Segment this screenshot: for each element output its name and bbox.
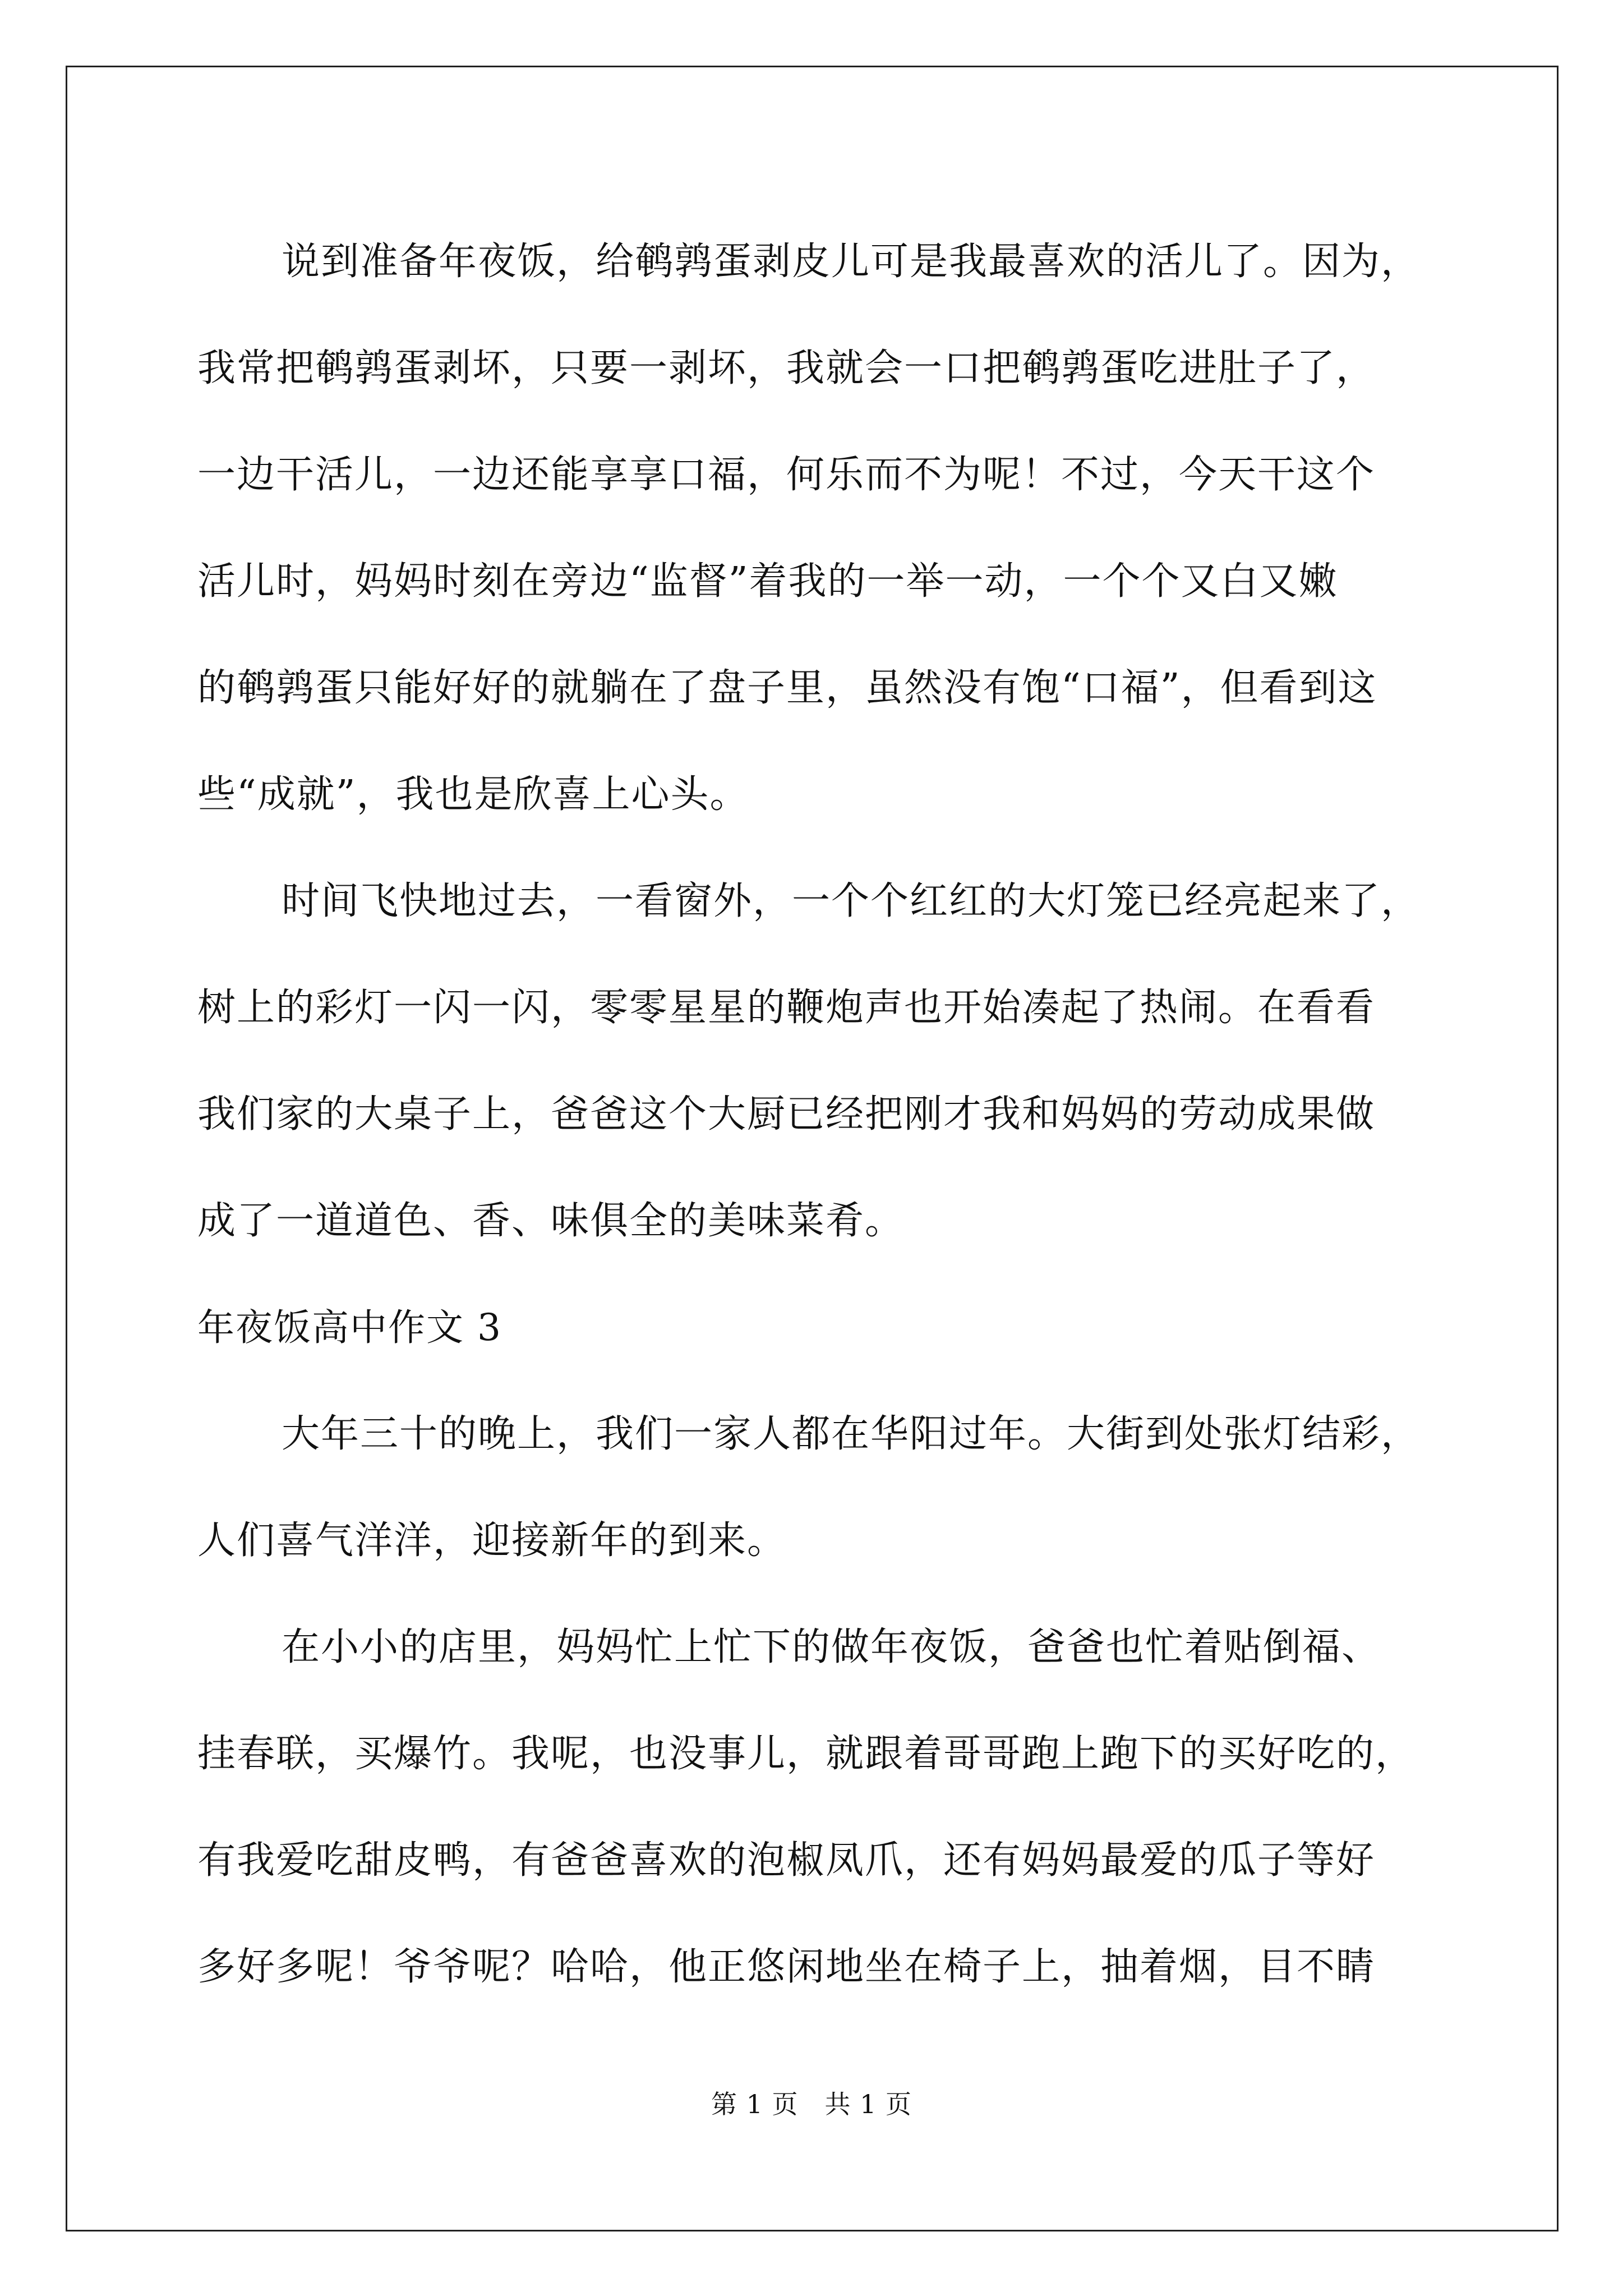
paragraph-line: 人们喜气洋洋，迎接新年的到来。 xyxy=(197,1519,787,1563)
paragraph-line: 挂春联，买爆竹。我呢，也没事儿，就跟着哥哥跑上跑下的买好吃的， xyxy=(197,1732,1415,1776)
paragraph-line: 一边干活儿，一边还能享享口福，何乐而不为呢！不过，今天干这个 xyxy=(197,453,1376,497)
paragraph-line: 说到准备年夜饭，给鹌鹑蛋剥皮儿可是我最喜欢的活儿了。因为， xyxy=(282,240,1421,284)
paragraph-line: 有我爱吃甜皮鸭，有爸爸喜欢的泡椒凤爪，还有妈妈最爱的瓜子等好 xyxy=(197,1838,1376,1883)
paragraph-line: 大年三十的晚上，我们一家人都在华阳过年。大街到处张灯结彩， xyxy=(282,1412,1421,1456)
paragraph-line: 活儿时，妈妈时刻在旁边“监督”着我的一举一动，一个个又白又嫩 xyxy=(197,559,1338,604)
page-footer: 第 1 页 共 1 页 xyxy=(711,2089,912,2119)
paragraph-line: 树上的彩灯一闪一闪，零零星星的鞭炮声也开始凑起了热闹。在看看 xyxy=(197,986,1376,1030)
paragraph-line: 多好多呢！爷爷呢？哈哈，他正悠闲地坐在椅子上，抽着烟，目不睛 xyxy=(197,1945,1376,1989)
section-heading: 年夜饭高中作文 3 xyxy=(197,1306,502,1349)
paragraph-line: 我们家的大桌子上，爸爸这个大厨已经把刚才我和妈妈的劳动成果做 xyxy=(197,1092,1376,1137)
paragraph-line: 成了一道道色、香、味俱全的美味菜肴。 xyxy=(197,1199,905,1243)
paragraph-line: 在小小的店里，妈妈忙上忙下的做年夜饭，爸爸也忙着贴倒福、 xyxy=(282,1625,1381,1669)
document-body xyxy=(197,209,1431,2021)
paragraph-line: 时间飞快地过去，一看窗外，一个个红红的大灯笼已经亮起来了， xyxy=(282,879,1421,923)
paragraph-line: 我常把鹌鹑蛋剥坏，只要一剥坏，我就会一口把鹌鹑蛋吃进肚子了， xyxy=(197,346,1376,390)
paragraph-line: 些“成就”，我也是欣喜上心头。 xyxy=(197,772,749,817)
paragraph-line: 的鹌鹑蛋只能好好的就躺在了盘子里，虽然没有饱“口福”，但看到这 xyxy=(197,666,1377,710)
